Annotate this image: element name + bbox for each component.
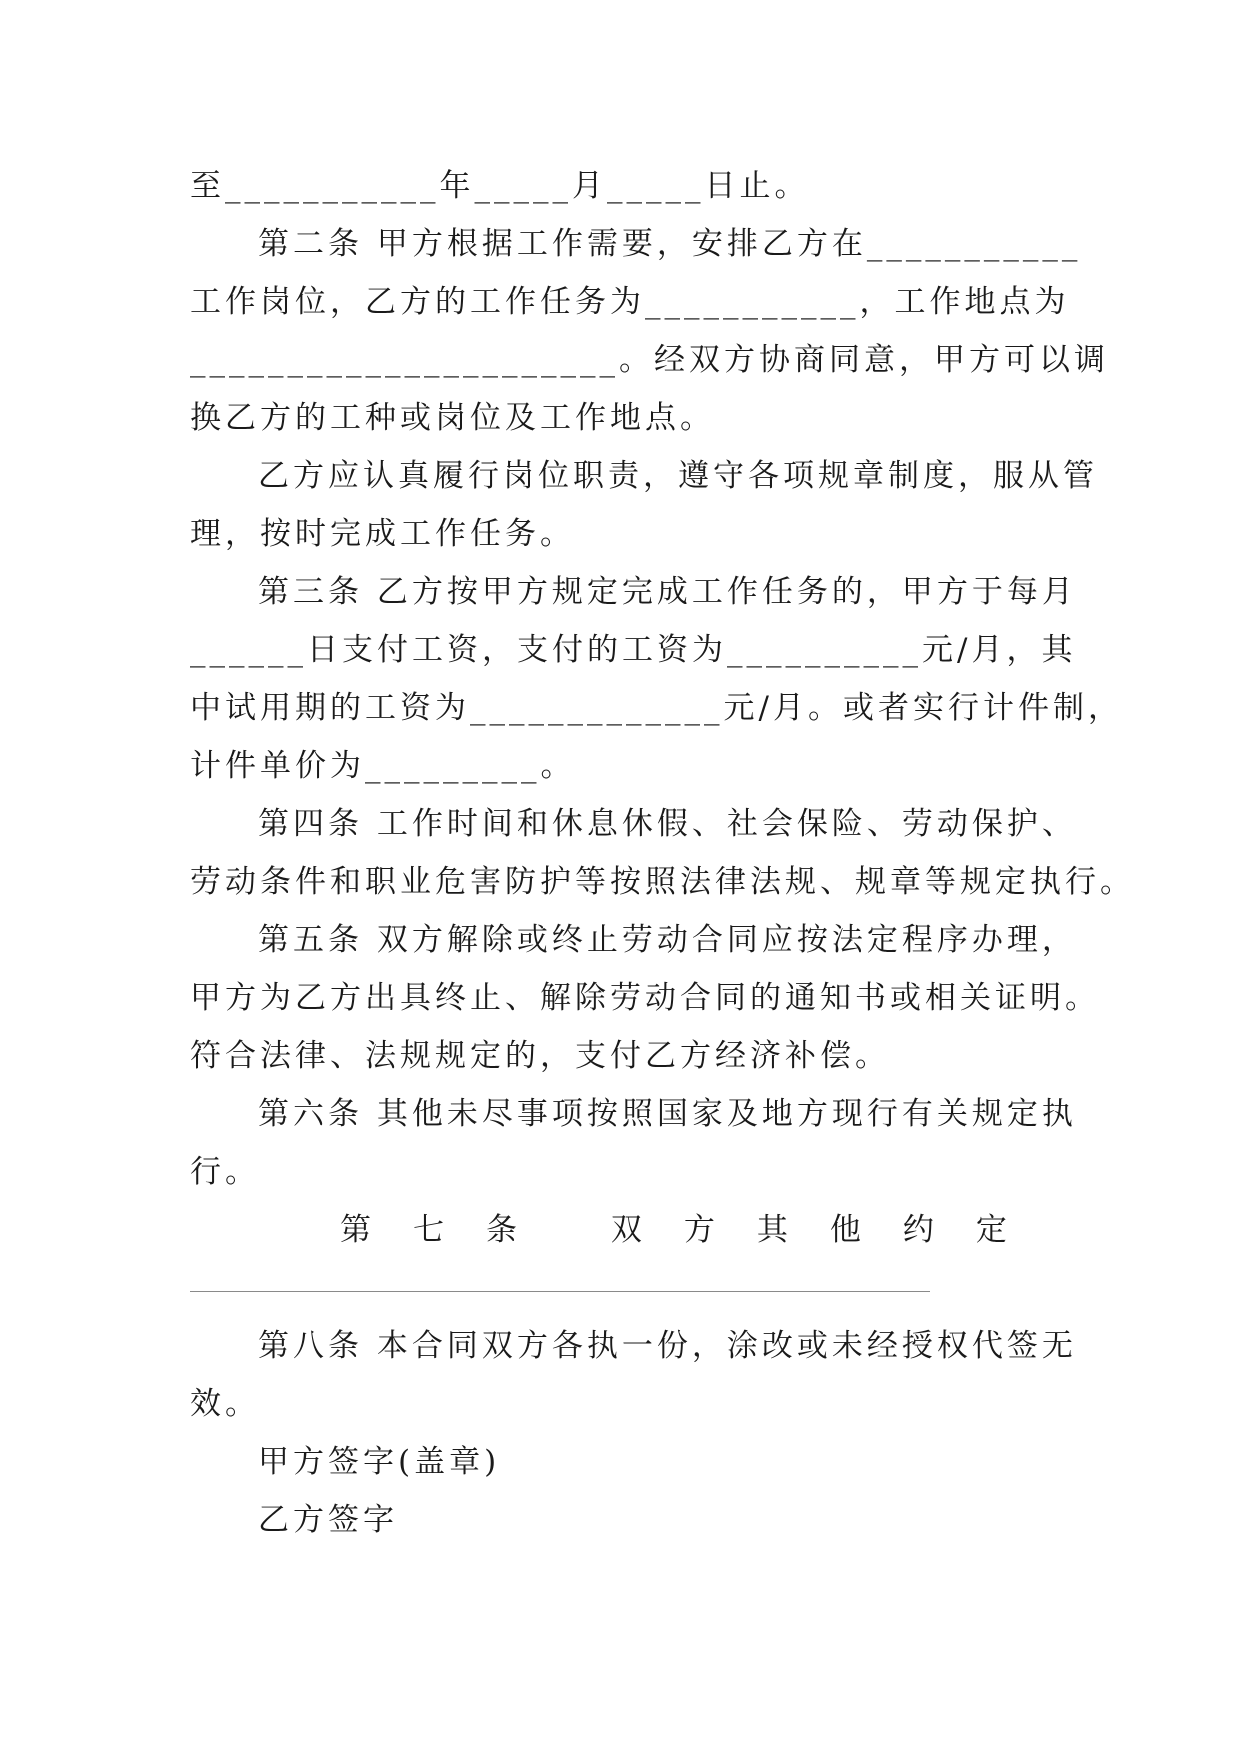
text-line: 劳动条件和职业危害防护等按照法律法规、规章等规定执行。 (190, 864, 1135, 900)
clause-7-line: 第七条 双方其他约定 (340, 1212, 1049, 1248)
text-line: 计件单价为_________。 (190, 748, 576, 784)
clause-4-line: 第四条 工作时间和休息休假、社会保险、劳动保护、 (258, 806, 1077, 842)
text-line: 效。 (190, 1386, 260, 1422)
paragraph-line: 乙方应认真履行岗位职责，遵守各项规章制度，服从管 (258, 458, 1098, 494)
text-line: 工作岗位，乙方的工作任务为___________，工作地点为 (190, 284, 1070, 320)
clause-6-line: 第六条 其他未尽事项按照国家及地方现行有关规定执 (258, 1096, 1077, 1132)
party-b-signature: 乙方签字 (258, 1502, 398, 1538)
party-a-signature: 甲方签字(盖章) (258, 1444, 501, 1480)
text-line: 行。 (190, 1154, 260, 1190)
text-line: 换乙方的工种或岗位及工作地点。 (190, 400, 715, 436)
text-line: ______________________。经双方协商同意，甲方可以调 (190, 342, 1109, 378)
clause-5-line: 第五条 双方解除或终止劳动合同应按法定程序办理， (258, 922, 1077, 958)
text-line: ______日支付工资，支付的工资为__________元/月，其 (190, 632, 1077, 668)
text-line: 符合法律、法规规定的，支付乙方经济补偿。 (190, 1038, 890, 1074)
clause-8-line: 第八条 本合同双方各执一份，涂改或未经授权代签无 (258, 1328, 1077, 1364)
clause-3-line: 第三条 乙方按甲方规定完成工作任务的，甲方于每月 (258, 574, 1077, 610)
clause-2-line: 第二条 甲方根据工作需要，安排乙方在___________ (258, 226, 1082, 262)
text-line: 甲方为乙方出具终止、解除劳动合同的通知书或相关证明。 (190, 980, 1100, 1016)
text-line: 理，按时完成工作任务。 (190, 516, 575, 552)
text-line: 至___________年_____月_____日止。 (190, 168, 810, 204)
text-line: 中试用期的工资为_____________元/月。或者实行计件制， (190, 690, 1123, 726)
blank-underline (190, 1291, 930, 1292)
